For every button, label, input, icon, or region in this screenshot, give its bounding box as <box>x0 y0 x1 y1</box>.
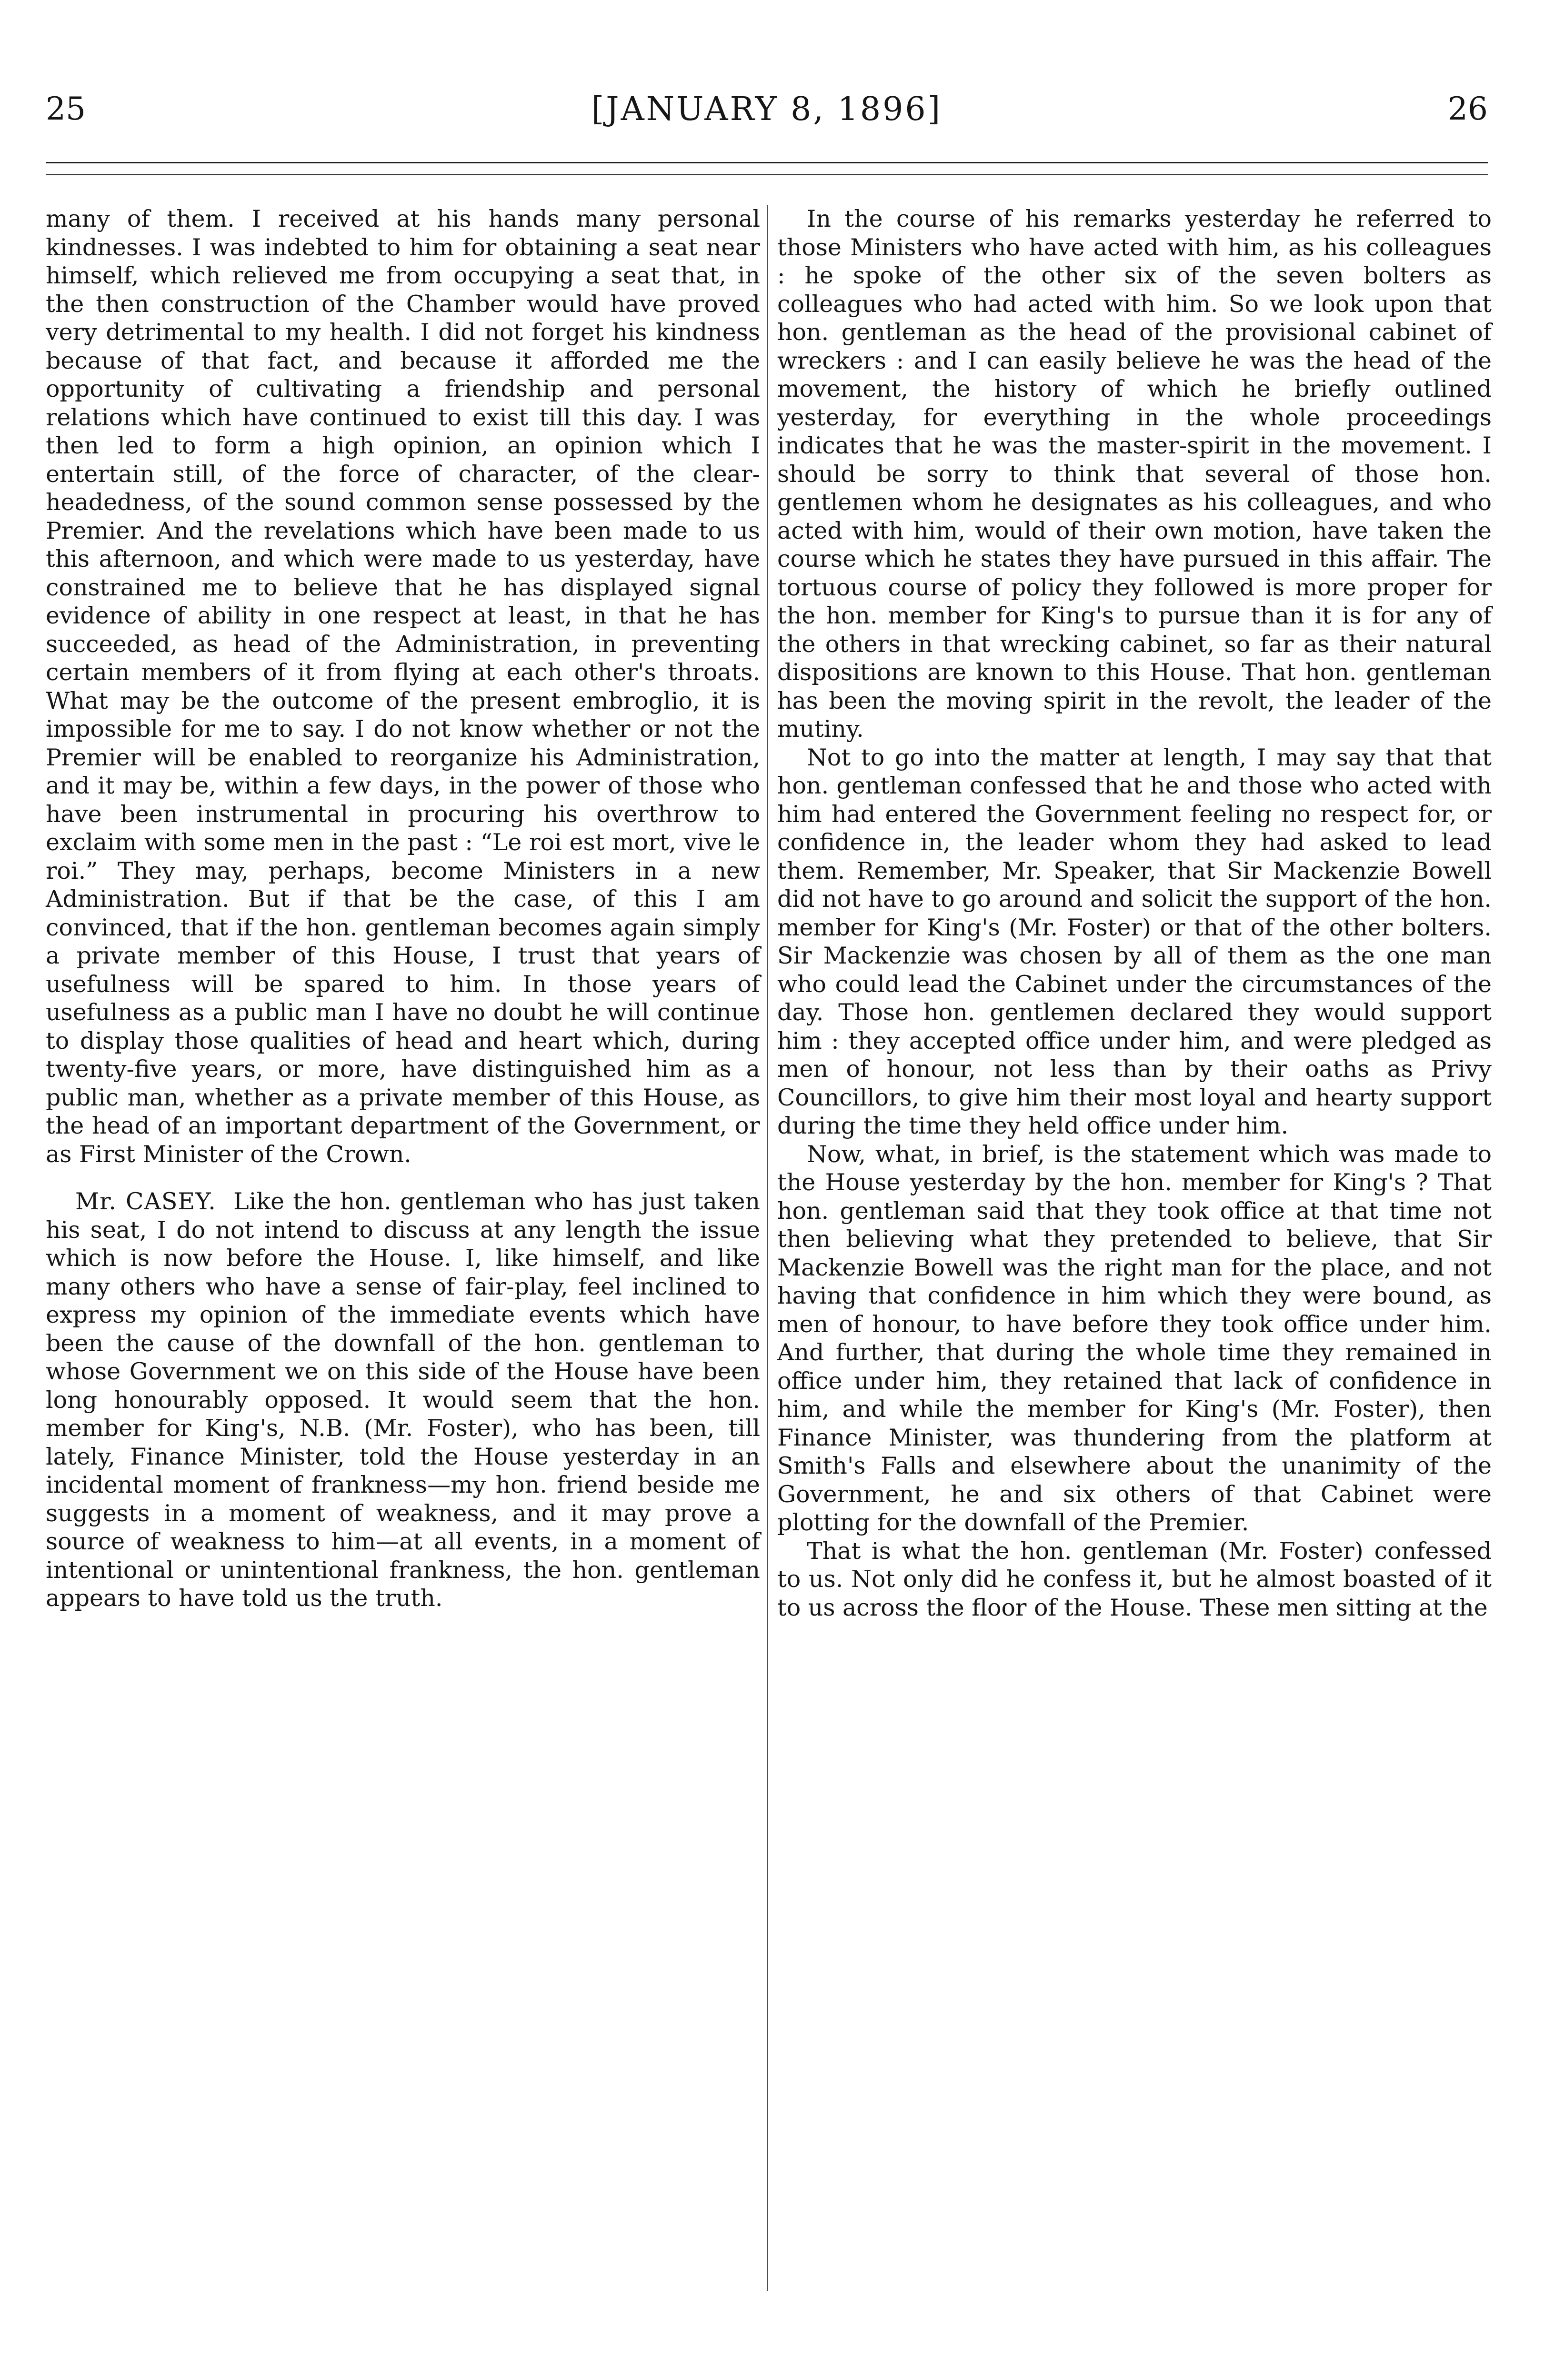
left-column <box>46 205 760 1613</box>
header-rule-thin <box>46 174 1488 175</box>
speech-text: Like the hon. gentleman who has just taken his seat, I do not intend to discuss at any length the issue which is now before the House. I, like himself, and like many others who have a sense of fair-play, feel inclined to express my opinion of the immediate events which have been the cause of the downfall of the hon. gentleman to whose Government we on this side of the House have been long honourably opposed. It would seem that the hon. member for King's, N.B. (Mr. Foster), who has been, till lately, Finance Minister, told the House yesterday in an incidental moment of frankness—my hon. friend beside me suggests in a moment of weakness, and it may prove a source of weakness to him—at all events, in a moment of intentional or unintentional frankness, the hon. gentleman appears to have told us the truth. <box>46 1188 760 1612</box>
right-paragraph-4: That is what the hon. gentleman (Mr. Foster) confessed to us. Not only did he confess it, but he almost boasted of it to us across the floor of the House. These men sitting at the <box>777 1537 1492 1621</box>
speaker-name: Mr. CASEY. <box>75 1188 216 1215</box>
issue-date: [JANUARY 8, 1896] <box>591 90 942 128</box>
page-header <box>46 71 1488 129</box>
column-divider <box>767 205 768 2291</box>
left-paragraph-1: many of them. I received at his hands many personal kindnesses. I was indebted to him for obtaining a seat near himself, which relieved me from occupying a seat that, in the then construction of the Chamber would have proved very detrimental to my health. I did not forget his kindness because of that fact, and because it afforded me the opportunity of cultivating a friendship and personal relations which have continued to exist till this day. I was then led to form a high opinion, an opinion which I entertain still, of the force of character, of the clear-headedness, of the sound common sense possessed by the Premier. And the revelations which have been made to us this afternoon, and which were made to us yesterday, have constrained me to believe that he has displayed signal evidence of ability in one respect at least, in that he has succeeded, as head of the Administration, in preventing certain members of it from flying at each other's throats. What may be the outcome of the present embroglio, it is impossible for me to say. I do not know whether or not the Premier will be enabled to reorganize his Administration, and it may be, within a few days, in the power of those who have been instrumental in procuring his overthrow to exclaim with some men in the past : “Le roi est mort, vive le roi.” They may, perhaps, become Ministers in a new Administration. But if that be the case, of this I am convinced, that if the hon. gentleman becomes again simply a private member of this House, I trust that years of usefulness will be spared to him. In those years of usefulness as a public man I have no doubt he will continue to display those qualities of head and heart which, during twenty-five years, or more, have distinguished him as a public man, whether as a private member of this House, as the head of an important department of the Government, or as First Minister of the Crown. <box>46 205 760 1168</box>
right-paragraph-1: In the course of his remarks yesterday he referred to those Ministers who have acted with him, as his colleagues : he spoke of the other six of the seven bolters as colleagues who had acted with him. So we look upon that hon. gentleman as the head of the provisional cabinet of wreckers : and I can easily believe he was the head of the movement, the history of which he briefly outlined yesterday, for everything in the whole proceedings indicates that he was the master-spirit in the movement. I should be sorry to think that several of those hon. gentlemen whom he designates as his colleagues, and who acted with him, would of their own motion, have taken the course which he states they have pursued in this affair. The tortuous course of policy they followed is more proper for the hon. member for King's to pursue than it is for any of the others in that wrecking cabinet, so far as their natural dispositions are known to this House. That hon. gentleman has been the moving spirit in the revolt, the leader of the mutiny. <box>777 205 1492 743</box>
right-paragraph-2: Not to go into the matter at length, I may say that that hon. gentleman confessed that he and those who acted with him had entered the Government feeling no respect for, or confidence in, the leader whom they had asked to lead them. Remember, Mr. Speaker, that Sir Mackenzie Bowell did not have to go around and solicit the support of the hon. member for King's (Mr. Foster) or that of the other bolters. Sir Mackenzie was chosen by all of them as the one man who could lead the Cabinet under the circumstances of the day. Those hon. gentlemen declared they would support him : they accepted office under him, and were pledged as men of honour, not less than by their oaths as Privy Councillors, to give him their most loyal and hearty support during the time they held office under him. <box>777 743 1492 1139</box>
right-column <box>777 205 1492 1622</box>
header-rule <box>46 162 1488 163</box>
left-paragraph-casey <box>46 1187 760 1613</box>
right-paragraph-3: Now, what, in brief, is the statement which was made to the House yesterday by the hon. member for King's ? That hon. gentleman said that they took office at that time not then believing what they pretended to believe, that Sir Mackenzie Bowell was the right man for the place, and not having that confidence in him which they were bound, as men of honour, to have before they took office under him. And further, that during the whole time they remained in office under him, they retained that lack of confidence in him, and while the member for King's (Mr. Foster), then Finance Minister, was thundering from the platform at Smith's Falls and elsewhere about the unanimity of the Government, he and six others of that Cabinet were plotting for the downfall of the Premier. <box>777 1140 1492 1536</box>
page-number-left: 25 <box>46 90 86 127</box>
page-number-right: 26 <box>1448 90 1488 127</box>
